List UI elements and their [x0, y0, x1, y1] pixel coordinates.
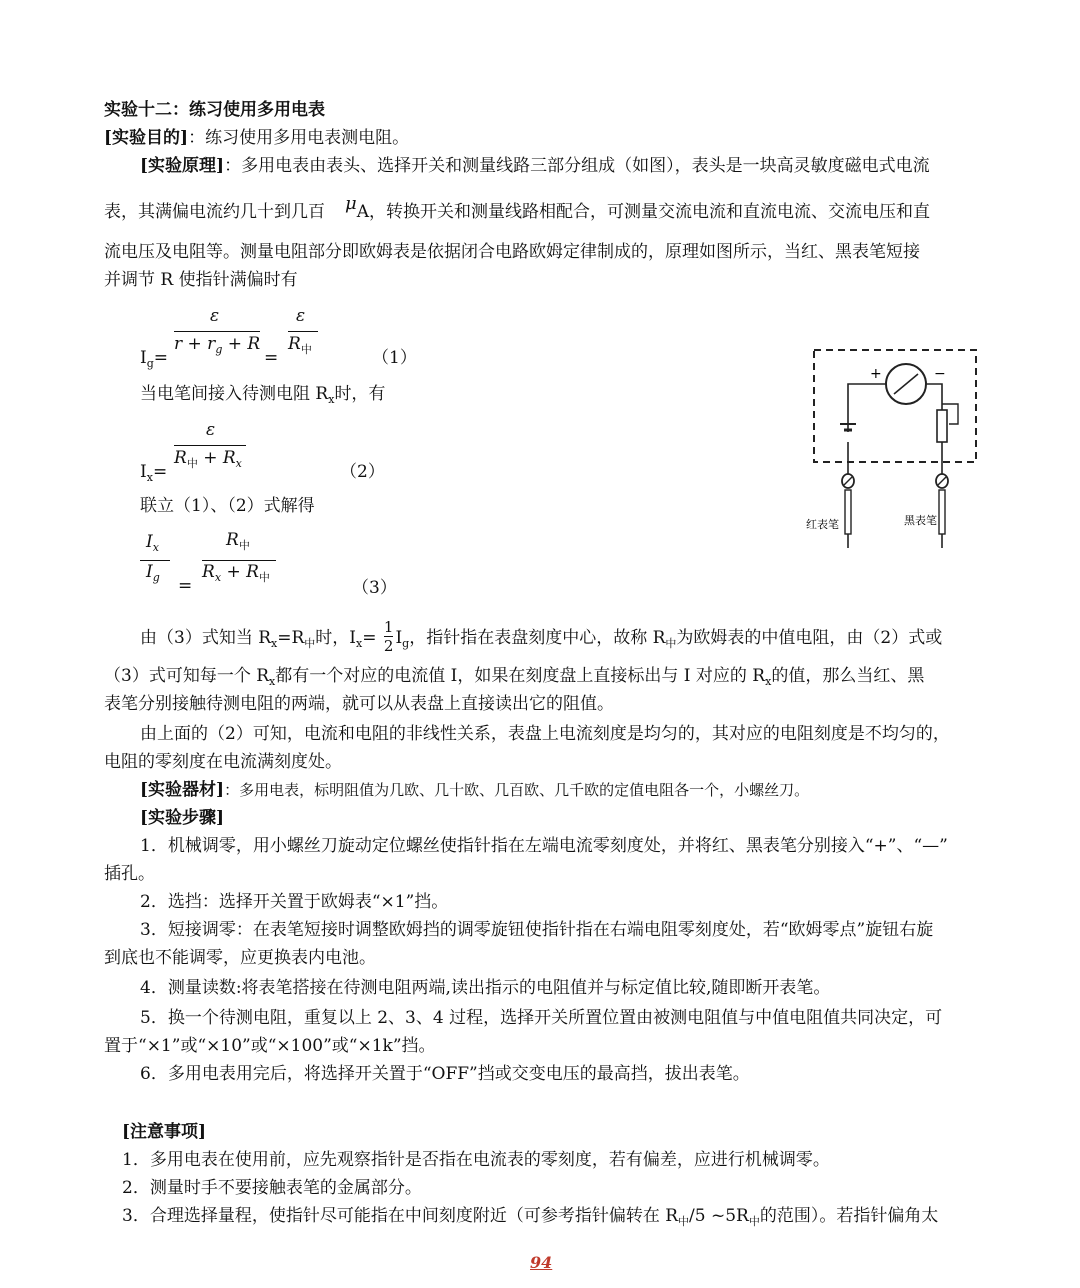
steps-label: [实验步骤] [140, 808, 225, 828]
step-3-cont: 到底也不能调零，应更换表内电池。 [104, 948, 376, 968]
principle-label: [实验原理] [140, 156, 225, 176]
black-probe-icon [939, 490, 945, 534]
minus-terminal-label: − [934, 366, 946, 382]
red-probe-icon [845, 490, 851, 534]
principle-line-3: 流电压及电阻等。测量电阻部分即欧姆表是依据闭合电路欧姆定律制成的，原理如图所示，当红、黑表笔短接 [104, 242, 920, 262]
step-1: 1．机械调零，用小螺丝刀旋动定位螺丝使指针指在左端电流零刻度处，并将红、黑表笔分别接入“+”、“—” [140, 836, 948, 856]
step-5: 5．换一个待测电阻，重复以上 2、3、4 过程，选择开关所置位置由被测电阻值与中值电阻值共同决定，可 [140, 1008, 943, 1028]
nonlinear-line-1: 由上面的（2）可知，电流和电阻的非线性关系，表盘上电流刻度是均匀的，其对应的电阻刻度是不均匀的， [140, 724, 950, 744]
black-probe-label: 黑表笔 [904, 514, 937, 527]
conclusion-line-1: 由（3）式知当 $R_x=R_中$时，$I_x=$ $\frac{1}{2}$ $I_g$，指针指在表盘刻度中心，故称 $R_中$为欧姆表的中值电阻，由（2）式或 [140, 618, 943, 655]
rx-line: 当电笔间接入待测电阻 $R_x$时，有 [140, 384, 386, 406]
purpose-label: [实验目的] [104, 128, 189, 148]
purpose-line [104, 126, 409, 150]
equipment-line: [实验器材]：多用电表，标明阻值为几欧、几十欧、几百欧、几千欧的定值电阻各一个，小螺丝刀。 [140, 780, 810, 800]
variable-resistor-icon [937, 410, 947, 442]
nonlinear-line-2: 电阻的零刻度在电流满刻度处。 [104, 752, 342, 772]
principle-line-1: [实验原理]：多用电表由表头、选择开关和测量线路三部分组成（如图），表头是一块高灵敏度磁电式电流 [140, 156, 930, 176]
step-2: 2．选挡：选择开关置于欧姆表“×1”挡。 [140, 892, 449, 912]
equipment-label: [实验器材] [140, 780, 225, 800]
page-number: 94 [530, 1253, 553, 1272]
page-title: 实验十二：练习使用多用电表 [104, 100, 325, 120]
conclusion-line-3: 表笔分别接触待测电阻的两端，就可以从表盘上直接读出它的阻值。 [104, 694, 614, 714]
principle-line-4: 并调节 R 使指针满偏时有 [104, 270, 298, 290]
note-2: 2．测量时手不要接触表笔的金属部分。 [122, 1178, 422, 1198]
conclusion-line-2: （3）式可知每一个 $R_x$都有一个对应的电流值 I，如果在刻度盘上直接标出与 I 对应的 $R_x$的值，那么当红、黑 [104, 666, 925, 688]
plus-terminal-label: + [870, 366, 882, 382]
step-5-cont: 置于“×1”或“×10”或“×100”或“×1k”挡。 [104, 1036, 436, 1056]
step-4: 4．测量读数:将表笔搭接在待测电阻两端,读出指示的电阻值并与标定值比较,随即断开表笔。 [140, 978, 831, 998]
step-6: 6．多用电表用完后，将选择开关置于“OFF”挡或交变电压的最高挡，拔出表笔。 [140, 1064, 750, 1084]
step-1-cont: 插孔。 [104, 864, 155, 884]
step-3: 3．短接调零：在表笔短接时调整欧姆挡的调零旋钮使指针指在右端电阻零刻度处，若“欧姆零点”旋钮右旋 [140, 920, 934, 940]
note-3: 3．合理选择量程，使指针尽可能指在中间刻度附近（可参考指针偏转在 $R_中/5$ $\sim 5R_中$的范围）。若指针偏角太 [122, 1206, 939, 1228]
principle-line-2: 表，其满偏电流约几十到几百 μA，转换开关和测量线路相配合，可测量交流电流和直流电流、交流电压和直 [104, 193, 930, 222]
red-probe-label: 红表笔 [806, 518, 839, 531]
notes-label: [注意事项] [122, 1122, 207, 1142]
solve-line: 联立（1）、（2）式解得 [140, 496, 315, 516]
mu-symbol: μ [345, 193, 357, 214]
purpose-text: ：练习使用多用电表测电阻。 [188, 128, 410, 148]
note-1: 1．多用电表在使用前，应先观察指针是否指在电流表的零刻度，若有偏差，应进行机械调零。 [122, 1150, 830, 1170]
ohmmeter-circuit-diagram [800, 344, 990, 554]
